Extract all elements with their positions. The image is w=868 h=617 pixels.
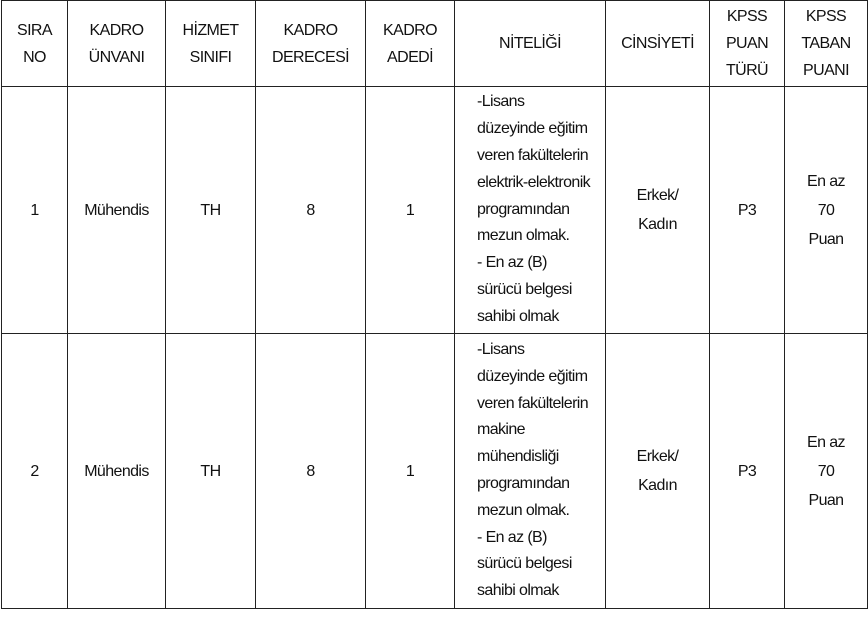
header-kpss-taban-puani: KPSS TABAN PUANI (785, 1, 868, 87)
cell-kpss-taban-puani: En az 70 Puan (785, 87, 868, 334)
table-row (2, 87, 868, 334)
cell-hizmet-sinifi: TH (166, 334, 256, 609)
header-kadro-derecesi: KADRO DERECESİ (256, 1, 366, 87)
table-row (2, 334, 868, 609)
header-sira-no: SIRA NO (2, 1, 68, 87)
cell-kadro-unvani: Mühendis (68, 334, 166, 609)
cell-kadro-derecesi: 8 (256, 334, 366, 609)
cell-sira-no: 2 (2, 334, 68, 609)
cell-cinsiyeti: Erkek/ Kadın (606, 87, 710, 334)
header-hizmet-sinifi: HİZMET SINIFI (166, 1, 256, 87)
cell-kadro-unvani: Mühendis (68, 87, 166, 334)
cell-kpss-puan-turu: P3 (710, 87, 785, 334)
cell-kadro-derecesi: 8 (256, 87, 366, 334)
header-kadro-adedi: KADRO ADEDİ (366, 1, 455, 87)
header-kpss-puan-turu: KPSS PUAN TÜRÜ (710, 1, 785, 87)
kadro-table (1, 0, 868, 609)
header-row (2, 1, 868, 87)
cell-kpss-puan-turu: P3 (710, 334, 785, 609)
cell-kadro-adedi: 1 (366, 334, 455, 609)
header-cinsiyeti: CİNSİYETİ (606, 1, 710, 87)
cell-kpss-taban-puani: En az 70 Puan (785, 334, 868, 609)
cell-niteligi: -Lisans düzeyinde eğitim veren fakültelerin makine mühendisliği programından mezun olmak. - En az (B) sürücü belgesi sahibi olmak (455, 334, 606, 609)
cell-cinsiyeti: Erkek/ Kadın (606, 334, 710, 609)
cell-sira-no: 1 (2, 87, 68, 334)
cell-hizmet-sinifi: TH (166, 87, 256, 334)
cell-niteligi: -Lisans düzeyinde eğitim veren fakültelerin elektrik-elektronik programından mezun olmak. - En az (B) sürücü belgesi sahibi olmak (455, 87, 606, 334)
header-kadro-unvani: KADRO ÜNVANI (68, 1, 166, 87)
header-niteligi: NİTELİĞİ (455, 1, 606, 87)
cell-kadro-adedi: 1 (366, 87, 455, 334)
